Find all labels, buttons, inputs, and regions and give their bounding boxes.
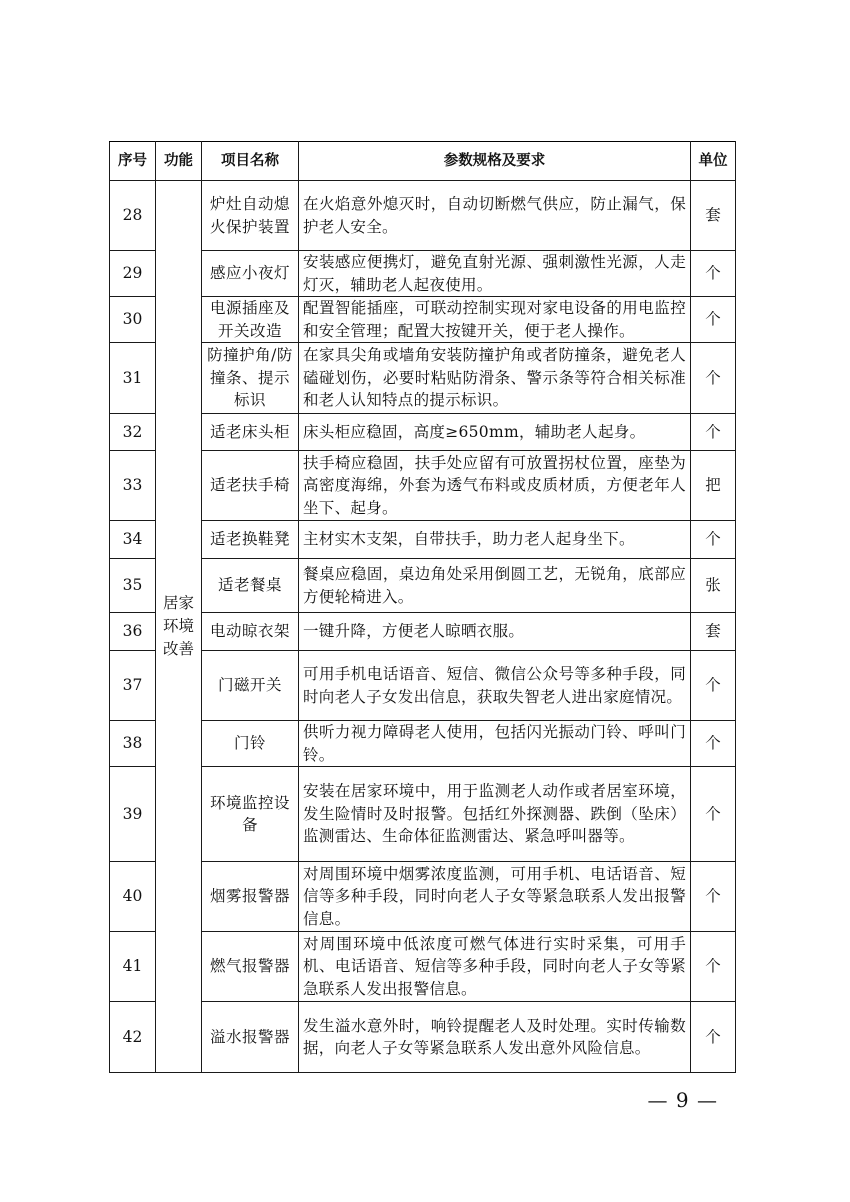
spec-cell: 配置智能插座，可联动控制实现对家电设备的用电监控和安全管理；配置大按键开关，便于老人操作。 <box>299 297 691 343</box>
item-name-cell: 电源插座及开关改造 <box>202 297 299 343</box>
unit-cell: 个 <box>691 651 736 721</box>
seq-cell: 35 <box>110 559 156 613</box>
item-name-cell: 防撞护角/防撞条、提示标识 <box>202 343 299 414</box>
unit-cell: 把 <box>691 451 736 521</box>
item-name-cell: 感应小夜灯 <box>202 251 299 297</box>
seq-cell: 42 <box>110 1002 156 1073</box>
seq-cell: 37 <box>110 651 156 721</box>
function-group-cell <box>156 181 202 1073</box>
table-row <box>110 767 736 862</box>
item-name-cell: 适老换鞋凳 <box>202 521 299 559</box>
item-name-cell: 电动晾衣架 <box>202 613 299 651</box>
table-row <box>110 414 736 451</box>
seq-cell: 36 <box>110 613 156 651</box>
spec-cell: 可用手机电话语音、短信、微信公众号等多种手段，同时向老人子女发出信息，获取失智老人进出家庭情况。 <box>299 651 691 721</box>
seq-cell: 38 <box>110 721 156 767</box>
spec-cell: 在家具尖角或墙角安装防撞护角或者防撞条，避免老人磕碰划伤，必要时粘贴防滑条、警示条等符合相关标准和老人认知特点的提示标识。 <box>299 343 691 414</box>
unit-cell: 张 <box>691 559 736 613</box>
table-row <box>110 181 736 251</box>
item-name-cell: 环境监控设备 <box>202 767 299 862</box>
spec-cell: 一键升降，方便老人晾晒衣服。 <box>299 613 691 651</box>
seq-cell: 39 <box>110 767 156 862</box>
unit-cell: 个 <box>691 414 736 451</box>
spec-cell: 餐桌应稳固，桌边角处采用倒圆工艺，无锐角，底部应方便轮椅进入。 <box>299 559 691 613</box>
table-row <box>110 1002 736 1073</box>
table-row <box>110 932 736 1002</box>
page-number-footer <box>0 1088 850 1112</box>
item-name-cell: 门磁开关 <box>202 651 299 721</box>
spec-table <box>109 141 736 1073</box>
item-name-cell: 门铃 <box>202 721 299 767</box>
seq-cell: 32 <box>110 414 156 451</box>
seq-cell: 28 <box>110 181 156 251</box>
item-name-cell: 溢水报警器 <box>202 1002 299 1073</box>
unit-cell: 个 <box>691 767 736 862</box>
table-row <box>110 343 736 414</box>
seq-cell: 30 <box>110 297 156 343</box>
unit-cell: 个 <box>691 521 736 559</box>
spec-cell: 发生溢水意外时，响铃提醒老人及时处理。实时传输数据，向老人子女等紧急联系人发出意外风险信息。 <box>299 1002 691 1073</box>
spec-cell: 供听力视力障碍老人使用，包括闪光振动门铃、呼叫门铃。 <box>299 721 691 767</box>
spec-cell: 安装感应便携灯，避免直射光源、强刺激性光源，人走灯灭，辅助老人起夜使用。 <box>299 251 691 297</box>
item-name-cell: 燃气报警器 <box>202 932 299 1002</box>
seq-cell: 41 <box>110 932 156 1002</box>
table-row <box>110 451 736 521</box>
table-header-row <box>110 142 736 181</box>
item-name-cell: 适老扶手椅 <box>202 451 299 521</box>
table-row <box>110 521 736 559</box>
spec-cell: 对周围环境中低浓度可燃气体进行实时采集，可用手机、电话语音、短信等多种手段，同时向老人子女等紧急联系人发出报警信息。 <box>299 932 691 1002</box>
unit-cell: 个 <box>691 251 736 297</box>
header-function: 功能 <box>156 142 202 181</box>
table-row <box>110 559 736 613</box>
table-row <box>110 251 736 297</box>
function-group-label: 居家环境改善 <box>163 594 195 658</box>
header-seq: 序号 <box>110 142 156 181</box>
spec-cell: 对周围环境中烟雾浓度监测，可用手机、电话语音、短信等多种手段，同时向老人子女等紧急联系人发出报警信息。 <box>299 862 691 932</box>
spec-cell: 安装在居家环境中，用于监测老人动作或者居室环境，发生险情时及时报警。包括红外探测器、跌倒（坠床）监测雷达、生命体征监测雷达、紧急呼叫器等。 <box>299 767 691 862</box>
unit-cell: 个 <box>691 862 736 932</box>
seq-cell: 33 <box>110 451 156 521</box>
unit-cell: 个 <box>691 932 736 1002</box>
item-name-cell: 炉灶自动熄火保护装置 <box>202 181 299 251</box>
unit-cell: 个 <box>691 721 736 767</box>
item-name-cell: 适老餐桌 <box>202 559 299 613</box>
page-number: — 9 — <box>647 1088 718 1112</box>
seq-cell: 34 <box>110 521 156 559</box>
spec-cell: 在火焰意外熄灭时，自动切断燃气供应，防止漏气，保护老人安全。 <box>299 181 691 251</box>
header-item-name: 项目名称 <box>202 142 299 181</box>
seq-cell: 31 <box>110 343 156 414</box>
unit-cell: 套 <box>691 181 736 251</box>
seq-cell: 29 <box>110 251 156 297</box>
table-row <box>110 721 736 767</box>
unit-cell: 个 <box>691 1002 736 1073</box>
table-row <box>110 613 736 651</box>
table-row <box>110 651 736 721</box>
spec-cell: 主材实木支架，自带扶手，助力老人起身坐下。 <box>299 521 691 559</box>
table-row <box>110 297 736 343</box>
spec-cell: 床头柜应稳固，高度≥650mm，辅助老人起身。 <box>299 414 691 451</box>
unit-cell: 个 <box>691 297 736 343</box>
unit-cell: 套 <box>691 613 736 651</box>
item-name-cell: 适老床头柜 <box>202 414 299 451</box>
spec-cell: 扶手椅应稳固，扶手处应留有可放置拐杖位置，座垫为高密度海绵，外套为透气布料或皮质材质，方便老年人坐下、起身。 <box>299 451 691 521</box>
unit-cell: 个 <box>691 343 736 414</box>
table-row <box>110 862 736 932</box>
header-spec: 参数规格及要求 <box>299 142 691 181</box>
item-name-cell: 烟雾报警器 <box>202 862 299 932</box>
header-unit: 单位 <box>691 142 736 181</box>
seq-cell: 40 <box>110 862 156 932</box>
